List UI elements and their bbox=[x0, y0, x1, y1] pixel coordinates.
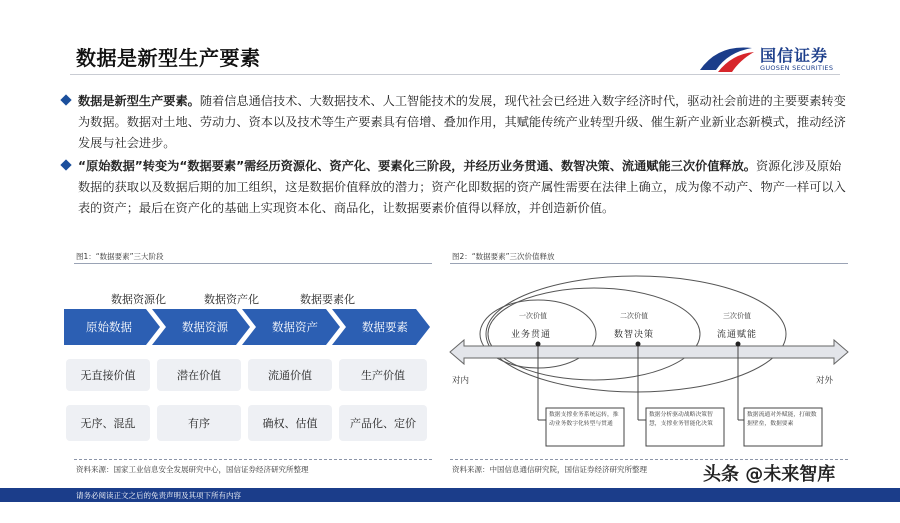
bullet-1 bbox=[78, 91, 848, 154]
chevron-1-label: 原始数据 bbox=[86, 320, 132, 334]
value-cell-4: 生产价值 bbox=[339, 359, 427, 391]
guosen-logo bbox=[698, 40, 848, 76]
stage-label-3: 数据要素化 bbox=[300, 293, 355, 306]
diamond-bullet-icon bbox=[60, 94, 71, 105]
value-cell-2: 潜在价值 bbox=[157, 359, 241, 391]
value-cell-1: 无直接价值 bbox=[66, 359, 150, 391]
bullet-1-bold: 数据是新型生产要素。 bbox=[78, 94, 200, 108]
state-cell-2: 有序 bbox=[157, 405, 241, 441]
stage-label-1: 数据资源化 bbox=[111, 293, 166, 306]
watermark: 头条 @未来智库 bbox=[703, 464, 836, 485]
guosen-logo-icon bbox=[698, 42, 754, 74]
diamond-bullet-icon bbox=[60, 159, 71, 170]
figure2-caption: 图2：“数据要素”三次价值释放 bbox=[452, 252, 555, 261]
note-1-text: 数据支撑业务系统运转，推动业务数字化转型与贯通 bbox=[549, 412, 619, 427]
axis-label-outer: 对外 bbox=[816, 376, 834, 386]
axis-arrow bbox=[450, 340, 848, 364]
ellipse-3-level: 三次价值 bbox=[723, 312, 751, 320]
logo-text-cn: 国信证券 bbox=[760, 46, 829, 65]
value-cell-3: 流通价值 bbox=[248, 359, 332, 391]
figure1-source: 资料来源：国家工业信息安全发展研究中心，国信证券经济研究所整理 bbox=[76, 465, 309, 474]
note-2-text: 数据分析驱动战略决策智慧，支撑业务智能化决策 bbox=[649, 412, 713, 427]
logo-text-en: GUOSEN SECURITIES bbox=[760, 64, 834, 72]
bullet-1-text: 随着信息通信技术、大数据技术、人工智能技术的发展，现代社会已经进入数字经济时代，驱动社会前进的主要要素转变为数据。数据对土地、劳动力、资本以及技术等生产要素具有倍增、叠加作用，其赋能传统产业转型升级、催生新产业新业态新模式，推动经济发展与社会进步。 bbox=[78, 94, 846, 150]
axis-label-inner: 对内 bbox=[452, 376, 470, 386]
ellipse-3-name: 流通赋能 bbox=[717, 330, 758, 340]
stage-label-2: 数据资产化 bbox=[204, 293, 259, 306]
connector-dot-3 bbox=[736, 342, 741, 347]
chevron-2-label: 数据资源 bbox=[182, 320, 228, 334]
ellipse-2-name: 数智决策 bbox=[614, 330, 655, 340]
page-title: 数据是新型生产要素 bbox=[76, 46, 261, 70]
state-cell-1: 无序、混乱 bbox=[66, 405, 150, 441]
bullet-2 bbox=[78, 156, 848, 219]
ellipse-1-name: 业务贯通 bbox=[511, 330, 552, 340]
ellipse-1-level: 一次价值 bbox=[519, 312, 547, 320]
figure1-caption: 图1：“数据要素”三大阶段 bbox=[76, 252, 164, 261]
chevron-3-label: 数据资产 bbox=[272, 320, 318, 334]
chevron-4-label: 数据要素 bbox=[362, 320, 408, 334]
figure2-source: 资料来源：中国信息通信研究院，国信证券经济研究所整理 bbox=[452, 465, 647, 474]
bullet-2-text: 资源化涉及原始数据的获取以及数据后期的加工组织，这是数据价值释放的潜力；资产化即数据的资产属性需要在法律上确立，成为像不动产、物产一样可以入表的资产；最后在资产化的基础上实现资本化、商品化，让数据要素价值得以释放，并创造新价值。 bbox=[78, 159, 846, 215]
footer-disclaimer: 请务必阅读正文之后的免责声明及其项下所有内容 bbox=[76, 491, 241, 500]
note-3-text: 数据流通对外赋能，打破数据壁垒，数据要素 bbox=[747, 412, 817, 427]
connector-dot-1 bbox=[536, 342, 541, 347]
figure1-caption-rule bbox=[74, 263, 432, 264]
state-cell-4: 产品化、定价 bbox=[339, 405, 427, 441]
state-cell-3: 确权、估值 bbox=[248, 405, 332, 441]
figure2-caption-rule bbox=[450, 263, 848, 264]
figure1-source-rule bbox=[74, 459, 432, 460]
connector-dot-2 bbox=[636, 342, 641, 347]
ellipse-2-level: 二次价值 bbox=[620, 312, 648, 320]
bullet-2-bold: “原始数据”转变为“数据要素”需经历资源化、资产化、要素化三阶段，并经历业务贯通、数智决策、流通赋能三次价值释放。 bbox=[78, 159, 756, 173]
